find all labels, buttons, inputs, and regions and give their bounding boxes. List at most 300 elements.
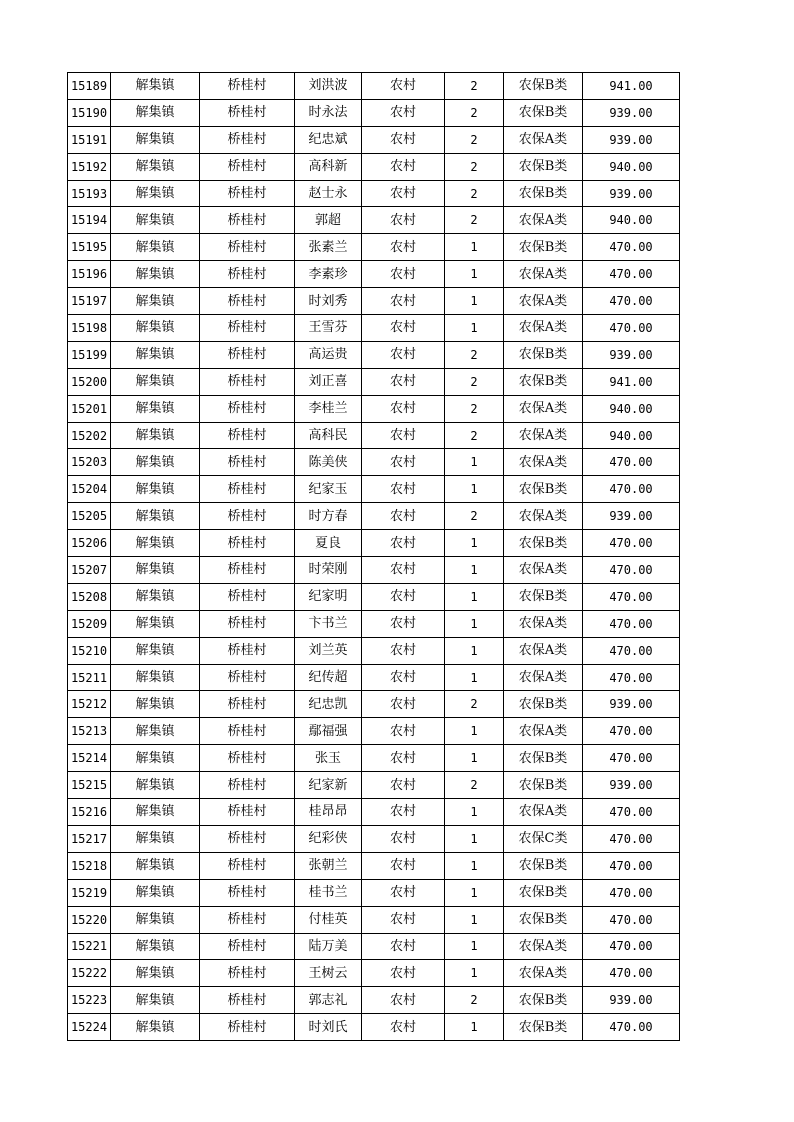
record-id-cell: 15210 <box>68 637 111 664</box>
record-id-cell: 15212 <box>68 691 111 718</box>
person-name-cell: 时刘氏 <box>295 1014 362 1041</box>
insurance-category-cell: 农保A类 <box>504 449 583 476</box>
person-name-cell: 付桂英 <box>295 906 362 933</box>
person-name-cell: 时方春 <box>295 503 362 530</box>
insurance-category-cell: 农保A类 <box>504 933 583 960</box>
person-name-cell: 桂昂昂 <box>295 799 362 826</box>
village-cell: 桥桂村 <box>200 530 295 557</box>
household-type-cell: 农村 <box>362 180 445 207</box>
insurance-category-cell: 农保B类 <box>504 745 583 772</box>
town-cell: 解集镇 <box>111 664 200 691</box>
town-cell: 解集镇 <box>111 906 200 933</box>
town-cell: 解集镇 <box>111 987 200 1014</box>
village-cell: 桥桂村 <box>200 852 295 879</box>
household-type-cell: 农村 <box>362 126 445 153</box>
record-id-cell: 15189 <box>68 73 111 100</box>
amount-cell: 470.00 <box>583 476 680 503</box>
table-row <box>68 315 680 342</box>
member-count-cell: 1 <box>445 637 504 664</box>
insurance-category-cell: 农保B类 <box>504 879 583 906</box>
village-cell: 桥桂村 <box>200 153 295 180</box>
town-cell: 解集镇 <box>111 207 200 234</box>
person-name-cell: 刘洪波 <box>295 73 362 100</box>
member-count-cell: 1 <box>445 799 504 826</box>
household-type-cell: 农村 <box>362 288 445 315</box>
person-name-cell: 纪忠凯 <box>295 691 362 718</box>
insurance-category-cell: 农保A类 <box>504 718 583 745</box>
amount-cell: 470.00 <box>583 583 680 610</box>
amount-cell: 941.00 <box>583 368 680 395</box>
amount-cell: 470.00 <box>583 530 680 557</box>
household-type-cell: 农村 <box>362 933 445 960</box>
amount-cell: 940.00 <box>583 153 680 180</box>
table-row <box>68 583 680 610</box>
town-cell: 解集镇 <box>111 476 200 503</box>
record-id-cell: 15207 <box>68 557 111 584</box>
household-type-cell: 农村 <box>362 153 445 180</box>
household-type-cell: 农村 <box>362 906 445 933</box>
insurance-category-cell: 农保B类 <box>504 583 583 610</box>
town-cell: 解集镇 <box>111 261 200 288</box>
record-id-cell: 15192 <box>68 153 111 180</box>
household-type-cell: 农村 <box>362 503 445 530</box>
person-name-cell: 纪家新 <box>295 772 362 799</box>
member-count-cell: 1 <box>445 1014 504 1041</box>
person-name-cell: 陆万美 <box>295 933 362 960</box>
table-row <box>68 906 680 933</box>
person-name-cell: 张素兰 <box>295 234 362 261</box>
table-row <box>68 772 680 799</box>
village-cell: 桥桂村 <box>200 933 295 960</box>
village-cell: 桥桂村 <box>200 180 295 207</box>
table-body <box>68 73 680 1041</box>
village-cell: 桥桂村 <box>200 476 295 503</box>
insurance-category-cell: 农保B类 <box>504 906 583 933</box>
village-cell: 桥桂村 <box>200 234 295 261</box>
town-cell: 解集镇 <box>111 960 200 987</box>
town-cell: 解集镇 <box>111 1014 200 1041</box>
household-type-cell: 农村 <box>362 637 445 664</box>
person-name-cell: 时刘秀 <box>295 288 362 315</box>
insurance-category-cell: 农保A类 <box>504 422 583 449</box>
amount-cell: 940.00 <box>583 422 680 449</box>
town-cell: 解集镇 <box>111 422 200 449</box>
town-cell: 解集镇 <box>111 503 200 530</box>
town-cell: 解集镇 <box>111 449 200 476</box>
insurance-category-cell: 农保A类 <box>504 960 583 987</box>
member-count-cell: 1 <box>445 852 504 879</box>
table-row <box>68 422 680 449</box>
person-name-cell: 刘正喜 <box>295 368 362 395</box>
household-type-cell: 农村 <box>362 261 445 288</box>
member-count-cell: 1 <box>445 933 504 960</box>
person-name-cell: 纪家玉 <box>295 476 362 503</box>
person-name-cell: 高运贵 <box>295 341 362 368</box>
person-name-cell: 高科新 <box>295 153 362 180</box>
amount-cell: 470.00 <box>583 449 680 476</box>
amount-cell: 940.00 <box>583 395 680 422</box>
village-cell: 桥桂村 <box>200 879 295 906</box>
record-id-cell: 15206 <box>68 530 111 557</box>
amount-cell: 470.00 <box>583 557 680 584</box>
household-type-cell: 农村 <box>362 772 445 799</box>
record-id-cell: 15196 <box>68 261 111 288</box>
person-name-cell: 时荣刚 <box>295 557 362 584</box>
table-row <box>68 664 680 691</box>
household-type-cell: 农村 <box>362 960 445 987</box>
record-id-cell: 15198 <box>68 315 111 342</box>
household-type-cell: 农村 <box>362 341 445 368</box>
insurance-category-cell: 农保B类 <box>504 234 583 261</box>
insurance-category-cell: 农保B类 <box>504 180 583 207</box>
amount-cell: 470.00 <box>583 1014 680 1041</box>
village-cell: 桥桂村 <box>200 718 295 745</box>
person-name-cell: 王树云 <box>295 960 362 987</box>
village-cell: 桥桂村 <box>200 799 295 826</box>
insurance-category-cell: 农保B类 <box>504 772 583 799</box>
member-count-cell: 1 <box>445 261 504 288</box>
person-name-cell: 高科民 <box>295 422 362 449</box>
amount-cell: 939.00 <box>583 772 680 799</box>
person-name-cell: 鄢福强 <box>295 718 362 745</box>
village-cell: 桥桂村 <box>200 207 295 234</box>
record-id-cell: 15201 <box>68 395 111 422</box>
town-cell: 解集镇 <box>111 73 200 100</box>
household-type-cell: 农村 <box>362 664 445 691</box>
town-cell: 解集镇 <box>111 637 200 664</box>
table-row <box>68 99 680 126</box>
insurance-category-cell: 农保B类 <box>504 368 583 395</box>
village-cell: 桥桂村 <box>200 825 295 852</box>
record-id-cell: 15220 <box>68 906 111 933</box>
town-cell: 解集镇 <box>111 530 200 557</box>
insurance-category-cell: 农保B类 <box>504 1014 583 1041</box>
person-name-cell: 李桂兰 <box>295 395 362 422</box>
member-count-cell: 2 <box>445 126 504 153</box>
member-count-cell: 1 <box>445 610 504 637</box>
member-count-cell: 1 <box>445 906 504 933</box>
record-id-cell: 15205 <box>68 503 111 530</box>
village-cell: 桥桂村 <box>200 503 295 530</box>
insurance-category-cell: 农保C类 <box>504 825 583 852</box>
amount-cell: 470.00 <box>583 315 680 342</box>
member-count-cell: 2 <box>445 73 504 100</box>
table-row <box>68 180 680 207</box>
insurance-category-cell: 农保A类 <box>504 637 583 664</box>
town-cell: 解集镇 <box>111 852 200 879</box>
table-row <box>68 557 680 584</box>
record-id-cell: 15223 <box>68 987 111 1014</box>
record-id-cell: 15214 <box>68 745 111 772</box>
amount-cell: 940.00 <box>583 207 680 234</box>
town-cell: 解集镇 <box>111 718 200 745</box>
household-type-cell: 农村 <box>362 395 445 422</box>
insurance-category-cell: 农保A类 <box>504 503 583 530</box>
household-type-cell: 农村 <box>362 718 445 745</box>
person-name-cell: 时永法 <box>295 99 362 126</box>
record-id-cell: 15199 <box>68 341 111 368</box>
household-type-cell: 农村 <box>362 99 445 126</box>
village-cell: 桥桂村 <box>200 772 295 799</box>
member-count-cell: 1 <box>445 960 504 987</box>
person-name-cell: 张玉 <box>295 745 362 772</box>
household-type-cell: 农村 <box>362 449 445 476</box>
amount-cell: 470.00 <box>583 664 680 691</box>
amount-cell: 939.00 <box>583 503 680 530</box>
member-count-cell: 1 <box>445 530 504 557</box>
member-count-cell: 2 <box>445 772 504 799</box>
person-name-cell: 陈美侠 <box>295 449 362 476</box>
town-cell: 解集镇 <box>111 368 200 395</box>
insurance-category-cell: 农保A类 <box>504 261 583 288</box>
member-count-cell: 1 <box>445 234 504 261</box>
amount-cell: 470.00 <box>583 234 680 261</box>
person-name-cell: 桂书兰 <box>295 879 362 906</box>
record-id-cell: 15203 <box>68 449 111 476</box>
insurance-category-cell: 农保A类 <box>504 315 583 342</box>
record-id-cell: 15191 <box>68 126 111 153</box>
household-type-cell: 农村 <box>362 315 445 342</box>
amount-cell: 939.00 <box>583 987 680 1014</box>
town-cell: 解集镇 <box>111 315 200 342</box>
amount-cell: 470.00 <box>583 852 680 879</box>
member-count-cell: 2 <box>445 503 504 530</box>
village-cell: 桥桂村 <box>200 261 295 288</box>
person-name-cell: 郭志礼 <box>295 987 362 1014</box>
town-cell: 解集镇 <box>111 825 200 852</box>
person-name-cell: 李素珍 <box>295 261 362 288</box>
village-cell: 桥桂村 <box>200 449 295 476</box>
village-cell: 桥桂村 <box>200 422 295 449</box>
member-count-cell: 1 <box>445 745 504 772</box>
town-cell: 解集镇 <box>111 341 200 368</box>
village-cell: 桥桂村 <box>200 691 295 718</box>
record-id-cell: 15222 <box>68 960 111 987</box>
town-cell: 解集镇 <box>111 772 200 799</box>
member-count-cell: 2 <box>445 422 504 449</box>
village-cell: 桥桂村 <box>200 395 295 422</box>
village-cell: 桥桂村 <box>200 583 295 610</box>
village-cell: 桥桂村 <box>200 557 295 584</box>
record-id-cell: 15224 <box>68 1014 111 1041</box>
insurance-category-cell: 农保A类 <box>504 288 583 315</box>
amount-cell: 470.00 <box>583 637 680 664</box>
insurance-category-cell: 农保B类 <box>504 153 583 180</box>
amount-cell: 939.00 <box>583 341 680 368</box>
table-row <box>68 879 680 906</box>
insurance-category-cell: 农保B类 <box>504 530 583 557</box>
table-row <box>68 395 680 422</box>
town-cell: 解集镇 <box>111 288 200 315</box>
record-id-cell: 15209 <box>68 610 111 637</box>
table-row <box>68 1014 680 1041</box>
table-row <box>68 530 680 557</box>
record-id-cell: 15195 <box>68 234 111 261</box>
town-cell: 解集镇 <box>111 180 200 207</box>
household-type-cell: 农村 <box>362 879 445 906</box>
table-row <box>68 341 680 368</box>
amount-cell: 470.00 <box>583 718 680 745</box>
town-cell: 解集镇 <box>111 610 200 637</box>
town-cell: 解集镇 <box>111 933 200 960</box>
village-cell: 桥桂村 <box>200 960 295 987</box>
table-row <box>68 288 680 315</box>
table-row <box>68 637 680 664</box>
member-count-cell: 2 <box>445 341 504 368</box>
insurance-category-cell: 农保A类 <box>504 799 583 826</box>
household-type-cell: 农村 <box>362 583 445 610</box>
village-cell: 桥桂村 <box>200 610 295 637</box>
person-name-cell: 王雪芬 <box>295 315 362 342</box>
amount-cell: 470.00 <box>583 799 680 826</box>
member-count-cell: 1 <box>445 449 504 476</box>
town-cell: 解集镇 <box>111 126 200 153</box>
record-id-cell: 15193 <box>68 180 111 207</box>
table-row <box>68 234 680 261</box>
record-id-cell: 15204 <box>68 476 111 503</box>
record-id-cell: 15190 <box>68 99 111 126</box>
household-type-cell: 农村 <box>362 825 445 852</box>
member-count-cell: 1 <box>445 718 504 745</box>
insurance-category-cell: 农保B类 <box>504 852 583 879</box>
member-count-cell: 2 <box>445 99 504 126</box>
amount-cell: 939.00 <box>583 126 680 153</box>
village-cell: 桥桂村 <box>200 637 295 664</box>
member-count-cell: 2 <box>445 691 504 718</box>
insurance-category-cell: 农保B类 <box>504 691 583 718</box>
member-count-cell: 2 <box>445 987 504 1014</box>
person-name-cell: 纪忠斌 <box>295 126 362 153</box>
record-id-cell: 15215 <box>68 772 111 799</box>
insurance-category-cell: 农保A类 <box>504 207 583 234</box>
insurance-category-cell: 农保B类 <box>504 99 583 126</box>
town-cell: 解集镇 <box>111 799 200 826</box>
household-type-cell: 农村 <box>362 476 445 503</box>
table-row <box>68 503 680 530</box>
village-cell: 桥桂村 <box>200 73 295 100</box>
person-name-cell: 纪传超 <box>295 664 362 691</box>
table-row <box>68 73 680 100</box>
household-type-cell: 农村 <box>362 368 445 395</box>
table-row <box>68 153 680 180</box>
record-id-cell: 15200 <box>68 368 111 395</box>
record-id-cell: 15213 <box>68 718 111 745</box>
village-cell: 桥桂村 <box>200 1014 295 1041</box>
record-id-cell: 15217 <box>68 825 111 852</box>
amount-cell: 939.00 <box>583 99 680 126</box>
table-row <box>68 718 680 745</box>
amount-cell: 939.00 <box>583 180 680 207</box>
town-cell: 解集镇 <box>111 583 200 610</box>
village-cell: 桥桂村 <box>200 288 295 315</box>
record-id-cell: 15221 <box>68 933 111 960</box>
person-name-cell: 刘兰英 <box>295 637 362 664</box>
insurance-category-cell: 农保B类 <box>504 987 583 1014</box>
village-cell: 桥桂村 <box>200 906 295 933</box>
household-type-cell: 农村 <box>362 987 445 1014</box>
amount-cell: 939.00 <box>583 691 680 718</box>
person-name-cell: 夏良 <box>295 530 362 557</box>
village-cell: 桥桂村 <box>200 341 295 368</box>
member-count-cell: 1 <box>445 288 504 315</box>
insurance-category-cell: 农保A类 <box>504 395 583 422</box>
record-id-cell: 15208 <box>68 583 111 610</box>
person-name-cell: 赵士永 <box>295 180 362 207</box>
member-count-cell: 2 <box>445 180 504 207</box>
amount-cell: 941.00 <box>583 73 680 100</box>
amount-cell: 470.00 <box>583 288 680 315</box>
amount-cell: 470.00 <box>583 960 680 987</box>
member-count-cell: 1 <box>445 476 504 503</box>
member-count-cell: 1 <box>445 825 504 852</box>
table-row <box>68 207 680 234</box>
town-cell: 解集镇 <box>111 99 200 126</box>
table-row <box>68 745 680 772</box>
record-id-cell: 15218 <box>68 852 111 879</box>
household-type-cell: 农村 <box>362 852 445 879</box>
benefit-table <box>67 72 680 1041</box>
record-id-cell: 15202 <box>68 422 111 449</box>
record-id-cell: 15216 <box>68 799 111 826</box>
household-type-cell: 农村 <box>362 530 445 557</box>
table-row <box>68 825 680 852</box>
table-row <box>68 852 680 879</box>
member-count-cell: 1 <box>445 583 504 610</box>
insurance-category-cell: 农保A类 <box>504 610 583 637</box>
household-type-cell: 农村 <box>362 799 445 826</box>
village-cell: 桥桂村 <box>200 664 295 691</box>
member-count-cell: 1 <box>445 664 504 691</box>
table-row <box>68 987 680 1014</box>
table-row <box>68 476 680 503</box>
household-type-cell: 农村 <box>362 691 445 718</box>
member-count-cell: 1 <box>445 315 504 342</box>
household-type-cell: 农村 <box>362 1014 445 1041</box>
table-row <box>68 261 680 288</box>
insurance-category-cell: 农保B类 <box>504 476 583 503</box>
town-cell: 解集镇 <box>111 557 200 584</box>
table-row <box>68 368 680 395</box>
village-cell: 桥桂村 <box>200 99 295 126</box>
amount-cell: 470.00 <box>583 261 680 288</box>
village-cell: 桥桂村 <box>200 315 295 342</box>
household-type-cell: 农村 <box>362 73 445 100</box>
amount-cell: 470.00 <box>583 933 680 960</box>
amount-cell: 470.00 <box>583 610 680 637</box>
household-type-cell: 农村 <box>362 557 445 584</box>
table-row <box>68 449 680 476</box>
household-type-cell: 农村 <box>362 745 445 772</box>
table-row <box>68 799 680 826</box>
record-id-cell: 15194 <box>68 207 111 234</box>
insurance-category-cell: 农保B类 <box>504 341 583 368</box>
table-row <box>68 126 680 153</box>
table-row <box>68 610 680 637</box>
insurance-category-cell: 农保A类 <box>504 664 583 691</box>
table-row <box>68 960 680 987</box>
member-count-cell: 2 <box>445 207 504 234</box>
table-row <box>68 691 680 718</box>
amount-cell: 470.00 <box>583 879 680 906</box>
member-count-cell: 1 <box>445 557 504 584</box>
member-count-cell: 2 <box>445 153 504 180</box>
member-count-cell: 2 <box>445 368 504 395</box>
town-cell: 解集镇 <box>111 153 200 180</box>
member-count-cell: 1 <box>445 879 504 906</box>
table-row <box>68 933 680 960</box>
town-cell: 解集镇 <box>111 234 200 261</box>
person-name-cell: 郭超 <box>295 207 362 234</box>
